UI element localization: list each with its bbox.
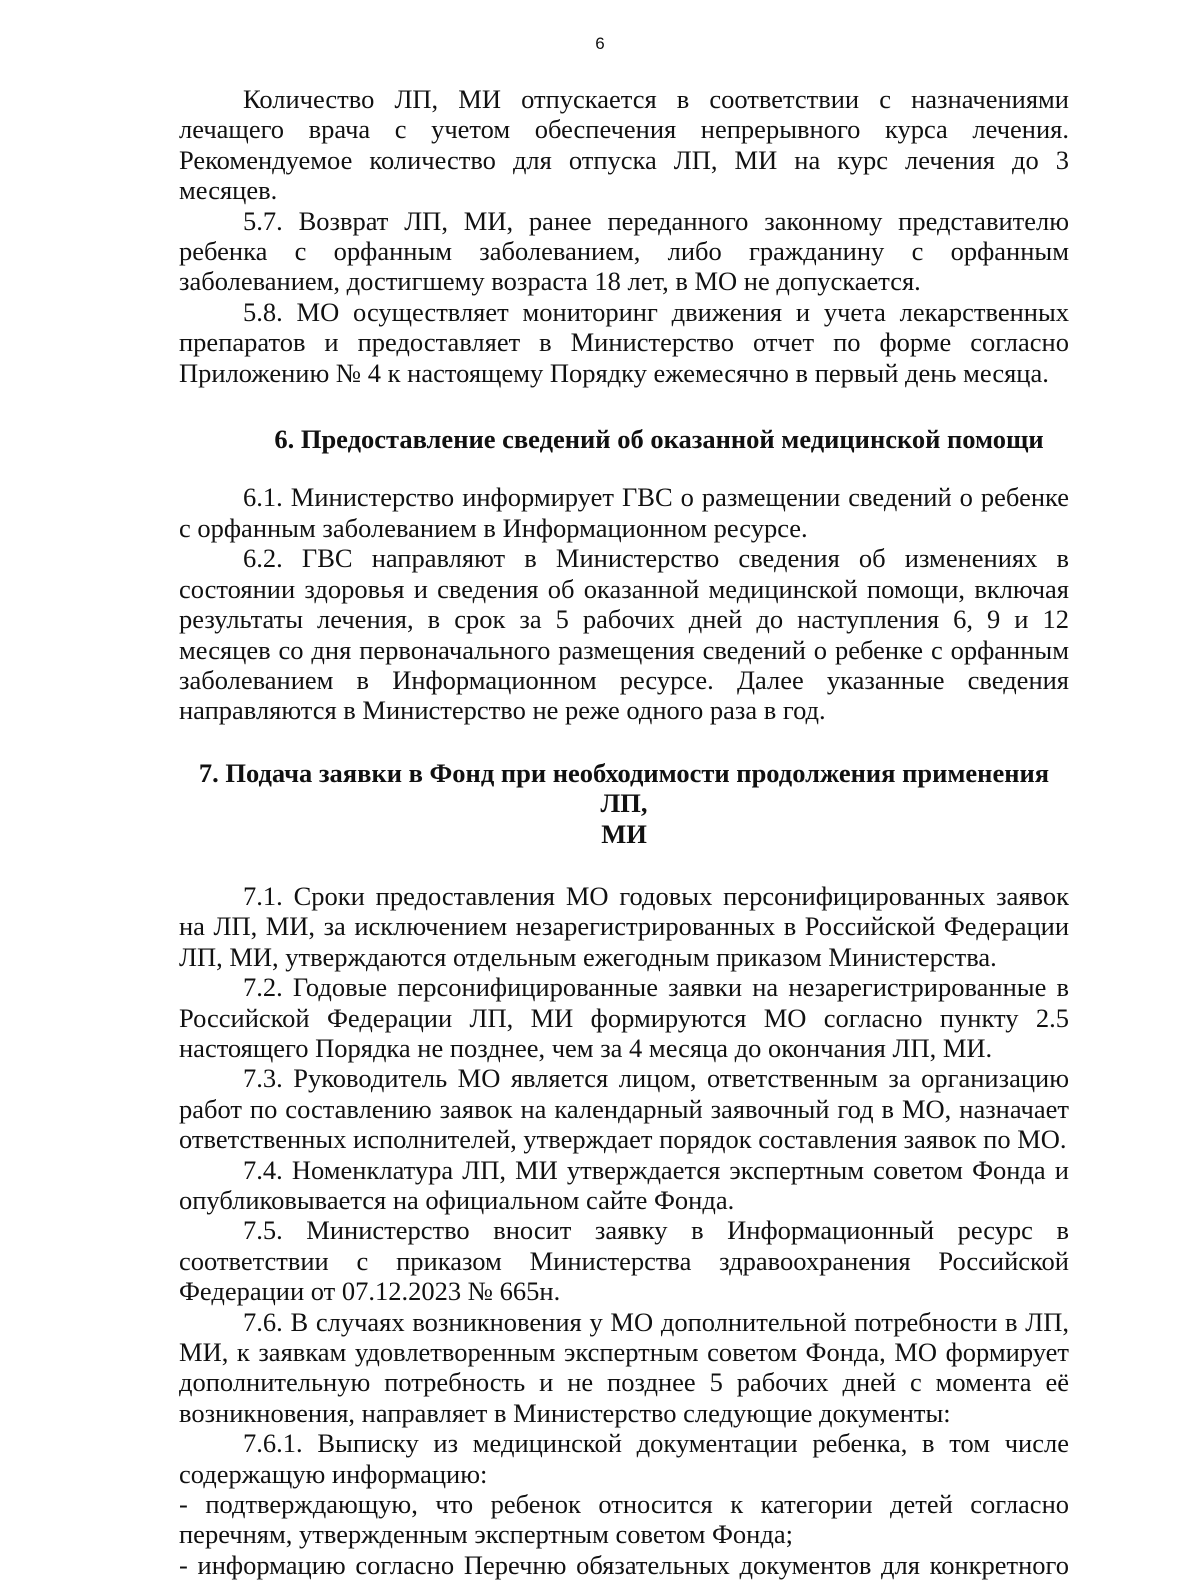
paragraph-7-6: 7.6. В случаях возникновения у МО дополнительной потребности в ЛП, МИ, к заявкам удовлетворенным экспертным советом Фонда, МО формирует дополнительную потребность и не позднее 5 рабочих дней с момента её возникновения, направляет в Министерство следующие документы: [179, 1306, 1069, 1428]
bullet-item: - подтверждающую, что ребенок относится к категории детей согласно перечням, утвержденным экспертным советом Фонда; [179, 1489, 1069, 1550]
paragraph-7-5: 7.5. Министерство вносит заявку в Информационный ресурс в соответствии с приказом Министерства здравоохранения Российской Федерации от 07.12.2023 № 665н. [179, 1215, 1069, 1307]
paragraph-quantity: Количество ЛП, МИ отпускается в соответствии с назначениями лечащего врача с учетом обеспечения непрерывного курса лечения. Рекомендуемое количество для отпуска ЛП, МИ на курс лечения до 3 месяцев. [179, 84, 1069, 206]
paragraph-7-4: 7.4. Номенклатура ЛП, МИ утверждается экспертным советом Фонда и опубликовывается на официальном сайте Фонда. [179, 1154, 1069, 1215]
section-7-heading [179, 758, 1069, 849]
section-7-title-line1: 7. Подача заявки в Фонд при необходимости продолжения применения ЛП, [198, 757, 1050, 819]
paragraph-7-1: 7.1. Сроки предоставления МО годовых персонифицированных заявок на ЛП, МИ, за исключением незарегистрированных в Российской Федерации ЛП, МИ, утверждаются отдельным ежегодным приказом Министерства. [179, 880, 1069, 972]
paragraph-6-1: 6.1. Министерство информирует ГВС о размещении сведений о ребенке с орфанным заболеванием в Информационном ресурсе. [179, 482, 1069, 543]
document-body [179, 84, 1069, 1580]
section-6-heading [179, 420, 1069, 454]
paragraph-5-8: 5.8. МО осуществляет мониторинг движения и учета лекарственных препаратов и предоставляет в Министерство отчет по форме согласно Приложению № 4 к настоящему Порядку ежемесячно в первый день месяца. [179, 296, 1069, 388]
paragraph-6-2: 6.2. ГВС направляют в Министерство сведения об изменениях в состоянии здоровья и сведения об оказанной медицинской помощи, включая результаты лечения, в срок за 5 рабочих дней до наступления 6, 9 и 12 месяцев со дня первоначального размещения сведений о ребенке с орфанным заболеванием в Информационном ресурсе. Далее указанные сведения направляются в Министерство не реже одного раза в год. [179, 543, 1069, 726]
bullet-item: - информацию согласно Перечню обязательных документов для конкретного [179, 1549, 1069, 1580]
section-7-title-line2: МИ [601, 818, 647, 849]
paragraph-7-3: 7.3. Руководитель МО является лицом, ответственным за организацию работ по составлению заявок на календарный заявочный год в МО, назначает ответственных исполнителей, утверждает порядок составления заявок по МО. [179, 1063, 1069, 1155]
paragraph-7-2: 7.2. Годовые персонифицированные заявки на незарегистрированные в Российской Федерации ЛП, МИ формируются МО согласно пункту 2.5 настоящего Порядка не позднее, чем за 4 месяца до окончания ЛП, МИ. [179, 972, 1069, 1063]
section-6-title: 6. Предоставление сведений об оказанной медицинской помощи [274, 424, 1044, 455]
page-number: 6 [595, 34, 605, 53]
paragraph-7-6-1: 7.6.1. Выписку из медицинской документации ребенка, в том числе содержащую информацию: [179, 1428, 1069, 1489]
paragraph-5-7: 5.7. Возврат ЛП, МИ, ранее переданного законному представителю ребенка с орфанным заболеванием, либо гражданину с орфанным заболеванием, достигшему возраста 18 лет, в МО не допускается. [179, 205, 1069, 297]
